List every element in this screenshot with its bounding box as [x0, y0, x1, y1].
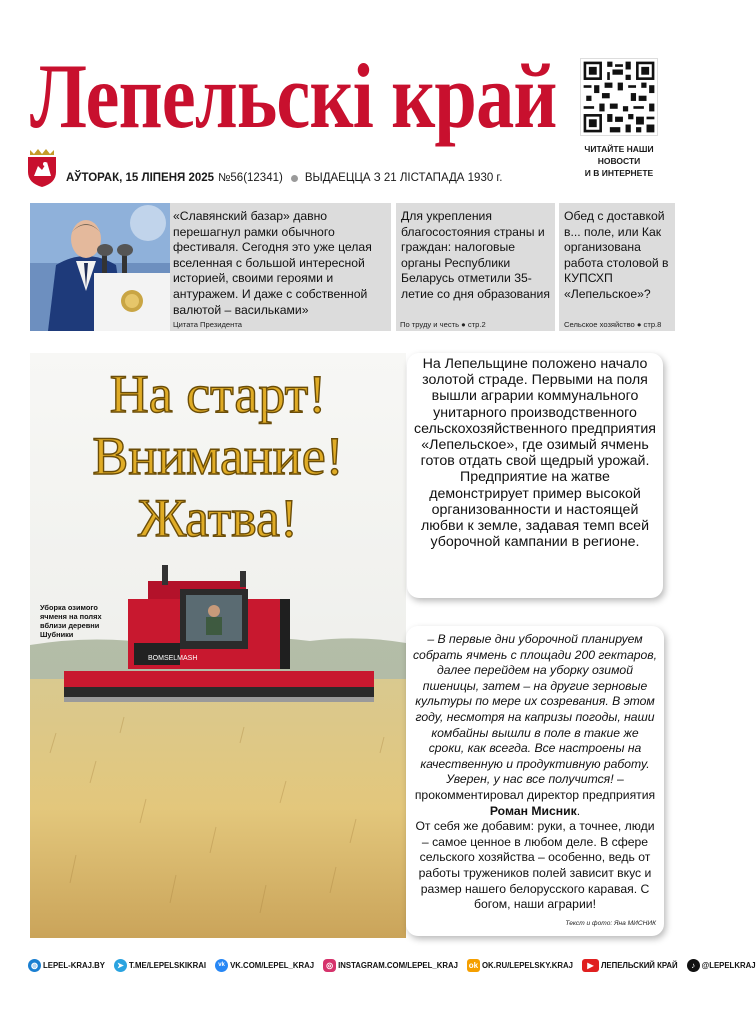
lead-box — [407, 353, 663, 598]
qr-caption-line-2: НОВОСТИ — [597, 156, 641, 166]
social-label: INSTAGRAM.COM/LEPEL_KRAJ — [338, 960, 458, 970]
teaser-text: Для укрепления благосостояния страны и граждан: налоговые органы Республики Беларусь отметили 35-летие со дня образования — [401, 209, 550, 301]
vk-icon: vk — [215, 959, 228, 972]
social-label: @LEPELKRAJ — [701, 960, 756, 970]
social-label: T.ME/LEPELSKIKRAI — [128, 960, 207, 970]
social-label: LEPEL-KRAJ.BY — [43, 960, 105, 970]
lead-paragraph: На Лепельщине положено начало золотой страде. Первыми на поля вышли аграрии коммунального унитарного производственного сельскохозяйственного предприятия «Лепельское», где озимый ячмень готов отдать свой щедрый урожай. Предприятие на жатве демонстрирует пример высокой организованности и настоящей любви к земле, задавая темп всей уборочной кампании в регионе. — [414, 356, 656, 551]
social-label: VK.COM/LEPEL_KRAJ — [230, 960, 315, 970]
social-link-tiktok[interactable] — [687, 959, 756, 972]
social-link-odnoklassniki[interactable] — [467, 959, 573, 972]
issue-date: АЎТОРАК, 15 ЛІПЕНЯ 2025 — [66, 172, 215, 184]
teaser-rubric: По труду и честь ● стр.2 — [400, 320, 486, 329]
qr-caption — [570, 143, 668, 179]
quote-attribution-end: . — [576, 803, 581, 818]
instagram-icon: ◎ — [323, 959, 336, 972]
photo-credit: Текст и фото: Яна МИСНИК — [565, 920, 656, 928]
teaser-rubric: Сельское хозяйство ● стр.8 — [564, 320, 662, 329]
globe-icon: ◍ — [28, 959, 41, 972]
headline-line-3: Жатва! — [138, 488, 298, 548]
social-link-website[interactable] — [28, 959, 105, 972]
closing-paragraph: От себя же добавим: руки, а точнее, люди – самое ценное в любом деле. В сфере сельского хозяйства – особенно, ведь от работы тружеников полей зависит вкус и размер нашего белорусского каравая. С богом, наши аграрии! — [415, 819, 655, 912]
separator-dot-icon — [291, 175, 298, 182]
social-link-vk[interactable] — [215, 959, 314, 972]
coat-of-arms-icon — [24, 146, 60, 188]
teaser-president-quote[interactable] — [30, 203, 391, 331]
headline-line-1: На старт! — [109, 364, 327, 424]
teaser-field-canteen[interactable] — [559, 203, 675, 331]
social-link-telegram[interactable] — [114, 959, 206, 972]
dateline — [66, 172, 502, 184]
president-photo — [30, 203, 170, 331]
masthead — [30, 46, 570, 156]
main-headline — [30, 363, 406, 549]
issue-number: №56(12341) — [218, 172, 283, 184]
odnoklassniki-icon: ok — [468, 960, 479, 970]
social-link-instagram[interactable] — [323, 959, 458, 972]
director-name: Роман Мисник — [489, 803, 577, 818]
qr-caption-line-1: ЧИТАЙТЕ НАШИ — [584, 144, 654, 154]
quote-box — [406, 626, 664, 936]
teaser-text: Обед с доставкой в... поле, или Как организована работа столовой в КУПСХП «Лепельское»? — [564, 209, 669, 301]
teaser-rubric: Цитата Президента — [173, 320, 242, 329]
youtube-icon: ▶ — [582, 959, 599, 972]
headline-line-2: Внимание! — [92, 426, 344, 486]
quote-attribution: – прокомментировал директор предприятия — [414, 772, 656, 802]
social-links-footer — [28, 956, 756, 974]
qr-code-icon[interactable] — [580, 58, 658, 136]
svg-text:BOMSELMASH: BOMSELMASH — [148, 655, 198, 662]
qr-caption-line-3: И В ИНТЕРНЕТЕ — [584, 168, 654, 178]
social-label: OK.RU/LEPELSKY.KRAJ — [481, 960, 573, 970]
teaser-tax-authorities[interactable] — [396, 203, 555, 331]
teaser-text: «Славянский базар» давно перешагнул рамки обычного фестиваля. Сегодня это уже целая вселенная с большой интересной историей, своими героями и антуражем. И даже с собственной валютой – васильками» — [173, 209, 372, 317]
newspaper-title: Лепельскі край — [30, 45, 557, 147]
photo-caption: Уборка озимого ячменя на полях вблизи деревни Шубники — [40, 603, 102, 639]
social-label: ЛЕПЕЛЬСКИЙ КРАЙ — [600, 960, 678, 970]
published-since: ВЫДАЕЦЦА З 21 ЛІСТАПАДА 1930 г. — [304, 172, 503, 184]
telegram-icon: ➤ — [114, 959, 127, 972]
social-link-youtube[interactable] — [582, 959, 678, 972]
director-quote: – В первые дни уборочной планируем собрать ячмень с площади 200 гектаров, далее перейдем на уборку озимой пшеницы, затем – на другие зерновые культуры по мере их созревания. В этом году, несмотря на капризы погоды, наши комбайны вышли в поле в такие же сроки, как всегда. Все настроены на качественную и продуктивную работу. Уверен, у нас все получится! — [412, 632, 658, 787]
tiktok-icon: ♪ — [687, 959, 700, 972]
